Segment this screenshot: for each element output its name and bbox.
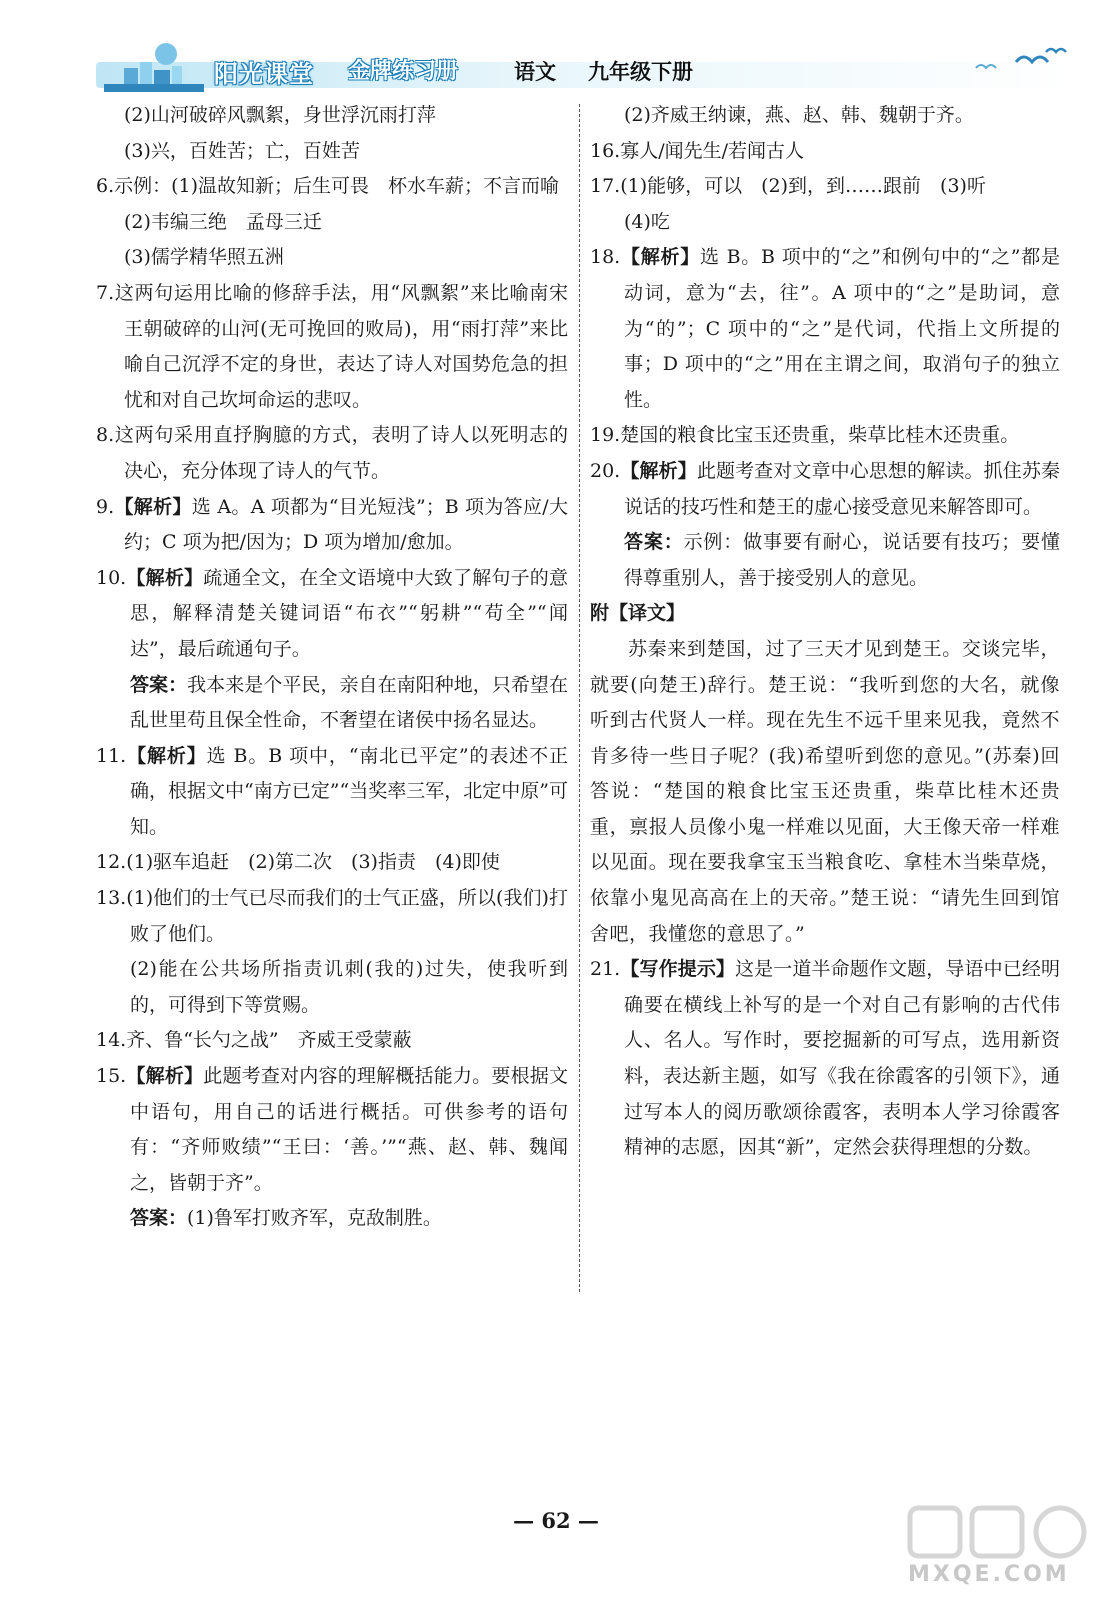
translation-text: 苏秦来到楚国，过了三天才见到楚王。交谈完毕，就要(向楚王)辞行。楚王说：“我听到您的大名，就像听到古代贤人一样。现在先生不远千里来见我，竟然不肯多待一些日子呢？(我)希望听到您的意见。”(苏秦)回答说：“楚国的粮食比宝玉还贵重，柴草比桂木还贵重，禀报人员像小鬼一样难以见面，大王像天帝一样难以见面。现在要我拿宝玉当粮食吃、拿桂木当柴草烧，依靠小鬼见高高在上的天帝。”楚王说：“请先生回到馆舍吧，我懂您的意思了。”	[590, 637, 1060, 945]
series-title: 金牌练习册	[348, 59, 459, 84]
answer-15	[96, 1059, 568, 1201]
subject-label: 语文	[514, 60, 556, 84]
answer-label: 答案：	[130, 1207, 188, 1230]
analysis-text: 此题考查对文章中心思想的解读。抓住苏秦说话的技巧性和楚王的虚心接受意见来解答即可。	[624, 459, 1060, 518]
appendix-label: 附	[590, 602, 610, 625]
writing-tip-text: 这是一道半命题作文题，导语中已经明确要在横线上补写的是一个对自己有影响的古代伟人、名人。写作时，要挖掘新的可写点，选用新资料，表达新主题，如写《我在徐霞客的引领下》，通过写本人的阅历歌颂徐霞客，表明本人学习徐霞客精神的志愿，因其“新”，定然会获得理想的分数。	[624, 958, 1060, 1159]
question-number: 20.	[590, 459, 621, 482]
answer-11	[96, 739, 568, 846]
writing-tip-tag: 【写作提示】	[620, 958, 736, 981]
answer-15-2: (2)齐威王纳谏，燕、赵、韩、魏朝于齐。	[624, 104, 974, 126]
lighthouse-logo-icon	[104, 40, 204, 92]
analysis-text: 选 A。A 项都为“目光短浅”；B 项为答应/大约；C 项为把/因为；D 项为增加/愈加。	[124, 495, 568, 554]
answer-14: 14.齐、鲁“长勺之战” 齐威王受蒙蔽	[96, 1029, 412, 1052]
answer-label: 答案：	[624, 531, 684, 554]
answer-5-2: (2)山河破碎风飘絮，身世浮沉雨打萍	[124, 104, 436, 126]
right-column	[590, 98, 1060, 1166]
answer-text: 我本来是个平民，亲自在南阳种地，只希望在乱世里苟且保全性命，不奢望在诸侯中扬名显达。	[130, 673, 568, 732]
birds-icon	[956, 40, 1076, 80]
page-number: — 62 —	[513, 1508, 599, 1533]
analysis-tag: 【解析】	[126, 566, 204, 589]
analysis-tag: 【解析】	[126, 744, 207, 767]
brand-title: 阳光课堂	[214, 60, 314, 88]
question-number: 11.	[96, 744, 127, 767]
analysis-text: 此题考查对内容的理解概括能力。要根据文中语句，用自己的话进行概括。可供参考的语句有：“齐师败绩”“王曰：‘善。’”“燕、赵、韩、魏闻之，皆朝于齐”。	[130, 1065, 568, 1194]
analysis-tag: 【解析】	[126, 1065, 204, 1088]
answer-12: 12.(1)驱车追赶 (2)第二次 (3)指责 (4)即使	[96, 851, 500, 874]
answer-10-result	[96, 668, 568, 739]
answer-13-1: 13.(1)他们的士气已尽而我们的士气正盛，所以(我们)打败了他们。	[96, 887, 568, 945]
question-number: 21.	[590, 958, 621, 981]
question-number: 10.	[96, 566, 127, 589]
answer-13-2: (2)能在公共场所指责讥刺(我的)过失，使我听到的，可得到下等赏赐。	[130, 958, 568, 1016]
grade-label: 九年级下册	[588, 60, 693, 84]
question-number: 9.	[96, 495, 115, 518]
translation-tag: 【译文】	[609, 602, 686, 625]
answer-15-result	[96, 1201, 568, 1237]
answer-10	[96, 561, 568, 668]
answer-5-3: (3)兴，百姓苦；亡，百姓苦	[124, 139, 360, 162]
watermark-logo-icon	[900, 1500, 1100, 1564]
left-column	[96, 98, 568, 1237]
answer-label: 答案：	[130, 673, 188, 696]
answer-text: (1)鲁军打败齐军，克敌制胜。	[187, 1207, 442, 1230]
answer-7: 7.这两句运用比喻的修辞手法，用“风飘絮”来比喻南宋王朝破碎的山河(无可挽回的败局)，用“雨打萍”来比喻自己沉浮不定的身世，表达了诗人对国势危急的担忧和对自己坎坷命运的悲叹。	[96, 281, 568, 411]
answer-18	[590, 240, 1060, 418]
answer-9	[96, 490, 568, 561]
watermark	[900, 1500, 1100, 1596]
answer-17-2: (4)吃	[624, 210, 670, 233]
answer-6-2: (2)韦编三绝 孟母三迁	[124, 210, 322, 233]
analysis-tag: 【解析】	[620, 459, 697, 482]
answer-8: 8.这两句采用直抒胸臆的方式，表明了诗人以死明志的决心，充分体现了诗人的气节。	[96, 424, 568, 482]
question-number: 15.	[96, 1065, 127, 1088]
answer-16: 16.寡人/闻先生/若闻古人	[590, 139, 805, 162]
analysis-tag: 【解析】	[114, 495, 192, 518]
analysis-text: 选 B。B 项中的“之”和例句中的“之”都是动词，意为“去，往”。A 项中的“之”是助词，意为“的”；C 项中的“之”是代词，代指上文所提的事；D 项中的“之”用在主谓之间，取消句子的独立性。	[624, 246, 1060, 411]
translation-heading	[590, 596, 1060, 632]
question-number: 18.	[590, 246, 621, 269]
answer-text: 示例：做事要有耐心，说话要有技巧；要懂得尊重别人，善于接受别人的意见。	[624, 531, 1060, 589]
answer-6-1: 6.示例：(1)温故知新；后生可畏 杯水车薪；不言而喻	[96, 175, 560, 198]
answer-20	[590, 454, 1060, 525]
analysis-tag: 【解析】	[620, 246, 701, 269]
column-divider	[579, 104, 580, 1292]
analysis-text: 选 B。B 项中，“南北已平定”的表述不正确，根据文中“南方已定”“当奖率三军，北定中原”可知。	[130, 744, 568, 838]
answer-21	[590, 952, 1060, 1166]
page-header	[96, 40, 1076, 96]
watermark-text: MXQE.COM	[908, 1562, 1070, 1587]
answer-6-3: (3)儒学精华照五洲	[124, 246, 284, 269]
answer-17-1: 17.(1)能够，可以 (2)到，到……跟前 (3)听	[590, 175, 986, 198]
analysis-text: 疏通全文，在全文语境中大致了解句子的意思，解释清楚关键词语“布衣”“躬耕”“苟全”“闻达”，最后疏通句子。	[130, 566, 568, 660]
answer-20-result	[590, 525, 1060, 596]
answer-19: 19.楚国的粮食比宝玉还贵重，柴草比桂木还贵重。	[590, 424, 1020, 447]
